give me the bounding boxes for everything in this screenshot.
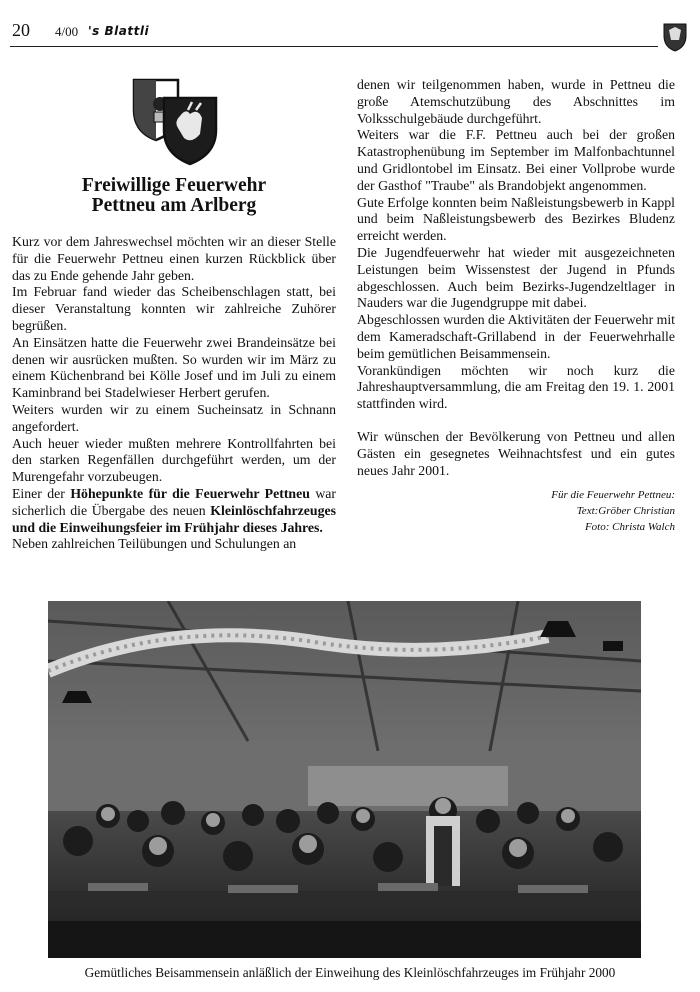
article-title (12, 176, 336, 216)
issue-number: 4/00 (55, 24, 79, 39)
paragraph-highlights (12, 486, 336, 536)
paragraph: Weiters wurden wir zu einem Sucheinsatz in Schnann angefordert. (12, 401, 336, 434)
paragraph: Vorankündigen möchten wir noch kurz die Jahreshauptversammlung, die am Freitag den 19. 1. 2001 stattfinden wird. (357, 362, 675, 412)
paragraph: An Einsätzen hatte die Feuerwehr zwei Brandeinsätze bei denen wir ausrücken mußten. So wurden wir im März zu einem Küchenbrand bei Kölle Josef und im Juli zu einem Kaminbrand bei Stadelwieser Herbert gerufen. (12, 334, 336, 401)
article-credits (357, 487, 675, 535)
municipal-crest-icon (662, 22, 688, 52)
right-body-text (357, 77, 675, 479)
article-right-column (357, 77, 675, 535)
page-number: 20 (12, 20, 30, 40)
text-run: Einer der (12, 485, 65, 501)
paragraph: Im Februar fand wieder das Scheibenschlagen statt, bei dieser Veranstaltung konnten wir zahlreiche Zuhörer begrüßen. (12, 284, 336, 333)
article-left-column (12, 70, 336, 553)
paragraph: Abgeschlossen wurden die Aktivitäten der Feuerwehr mit dem Kameradschaft-Grillabend in der Feuerwehrhalle beim gemütlichen Beisammensein. (357, 312, 676, 361)
paragraph: Wir wünschen der Bevölkerung von Pettneu und allen Gästen ein gesegnetes Weihnachtsfest und ein gutes neues Jahr 2001. (357, 428, 675, 478)
bold-run: Höhepunkte für die Feuerwehr Pettneu (70, 485, 310, 501)
bold-run: Kleinlöschfahrzeuges und die Einweihungsfeier im Frühjahr dieses Jahres. (12, 502, 336, 535)
logo-area (12, 70, 336, 170)
header-rule (10, 46, 658, 47)
paragraph: Auch heuer wieder mußten mehrere Kontrollfahrten bei den starken Regenfällen durchgeführt werden, um der Murengefahr vorzubeugen. (12, 435, 336, 485)
event-photo (48, 601, 641, 958)
left-body-text (12, 234, 336, 553)
credits-line: Foto: Christa Walch (584, 521, 675, 534)
photo-caption: Gemütliches Beisammensein anläßlich der Einweihung des Kleinlöschfahrzeuges im Frühjahr 2000 (84, 965, 616, 980)
paragraph: Die Jugendfeuerwehr hat wieder mit ausgezeichneten Leistungen beim Wissenstest der Jugend in Pfunds abgeschlossen. Auch beim Bezirks-Jugendzeltlager in Nauders war die Jugendgruppe mit dabei. (357, 244, 675, 311)
title-line-2: Pettneu am Arlberg (91, 195, 257, 216)
paragraph: denen wir teilgenommen haben, wurde in Pettneu die große Atemschutzübung des Abschnittes im Volksschulgebäude durchgeführt. (357, 77, 675, 126)
photo-illustration (48, 601, 641, 958)
page-header (10, 18, 690, 48)
paragraph: Neben zahlreichen Teilübungen und Schulungen an (12, 536, 297, 552)
publication-name: 's Blattli (88, 24, 150, 38)
paragraph: Weiters war die F.F. Pettneu auch bei der großen Katastrophenübung im September im Malfonbachtunnel und Gridlontobel im Einsatz. Bei einer Vollprobe wurde der Gasthof "Traube" als Brandobjekt angenommen. (357, 127, 675, 193)
paragraph: Kurz vor dem Jahreswechsel möchten wir an dieser Stelle für die Feuerwehr Pettneu einen kurzen Rückblick über das zu Ende gehende Jahr geben. (12, 234, 336, 283)
text-run: war sicherlich die Übergabe des neuen (12, 485, 337, 518)
credits-line: Text:Gröber Christian (576, 505, 675, 518)
credits-line: Für die Feuerwehr Pettneu: (551, 489, 675, 502)
fire-brigade-crest-icon (130, 76, 220, 166)
paragraph: Gute Erfolge konnten beim Naßleistungsbewerb in Kappl und beim Naßleistungsbewerb des Bezirkes Bludenz erreicht werden. (357, 194, 676, 244)
title-line-1: Freiwillige Feuerwehr (81, 175, 267, 196)
